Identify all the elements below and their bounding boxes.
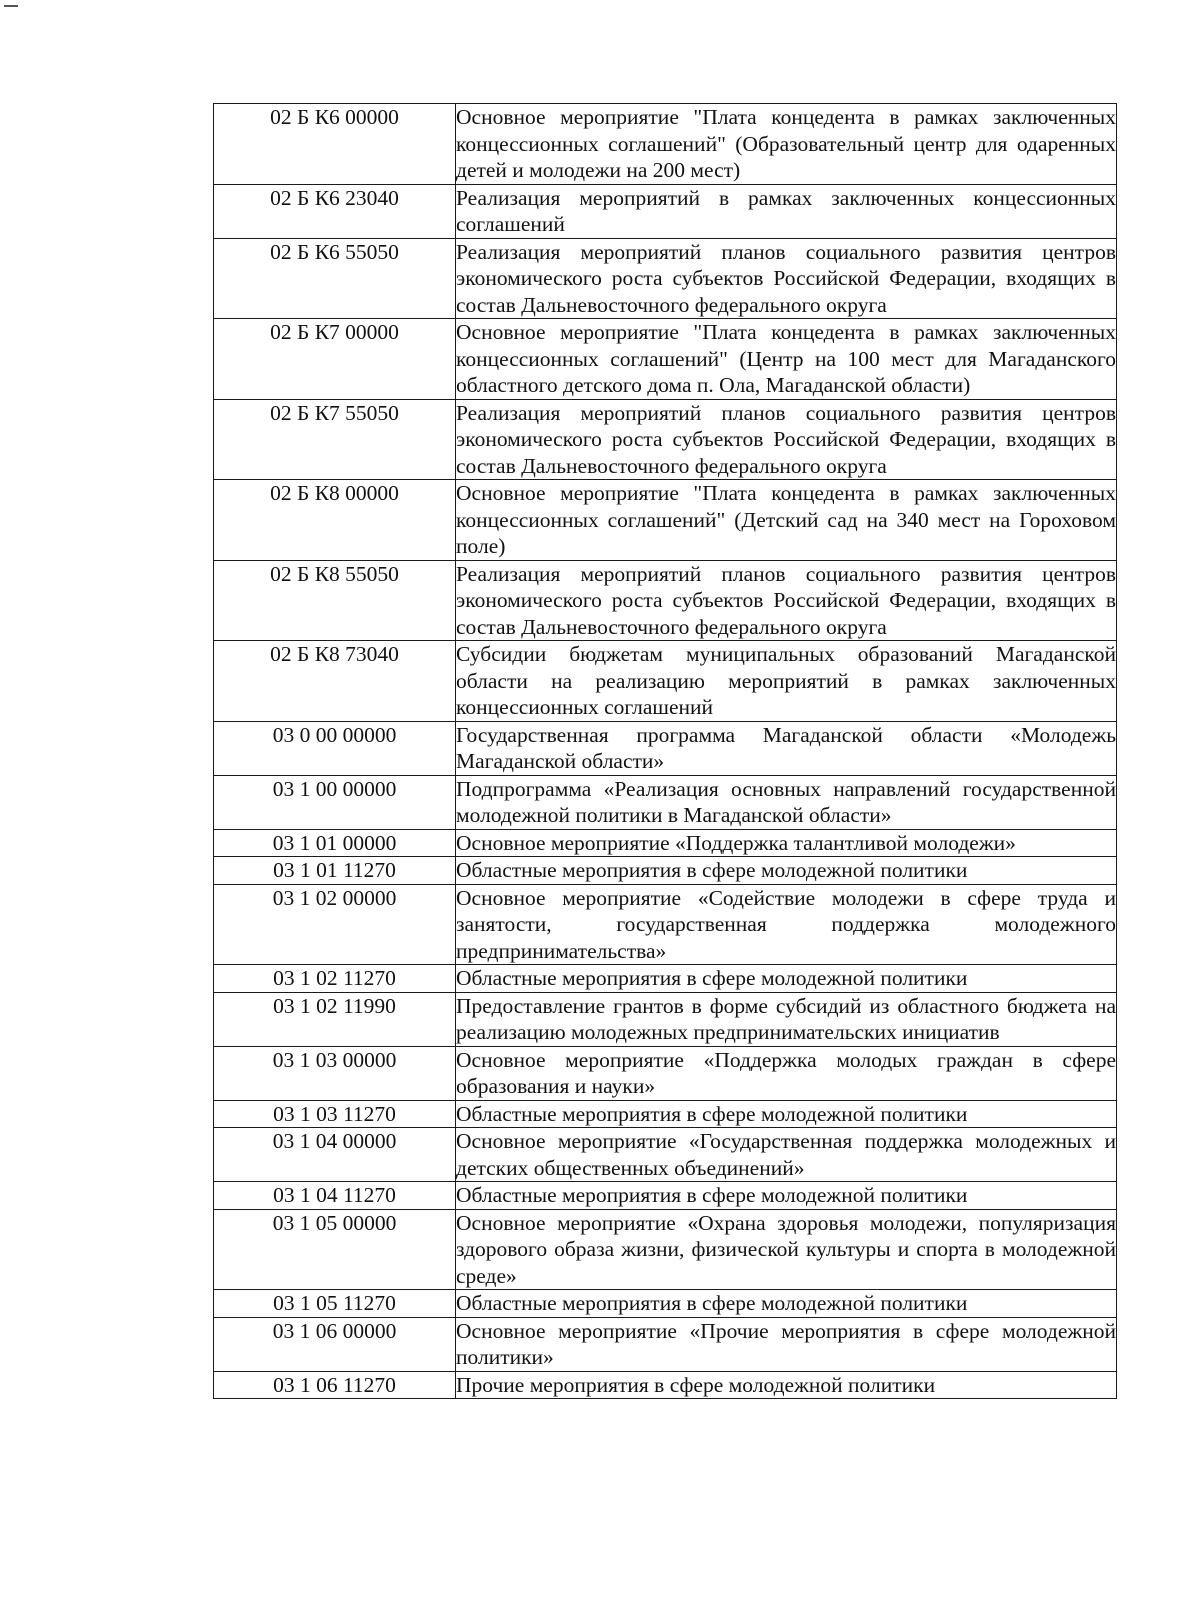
table-row bbox=[214, 104, 1117, 185]
code-cell: 02 Б К8 55050 bbox=[214, 560, 456, 641]
code-cell: 03 1 05 11270 bbox=[214, 1290, 456, 1318]
code-cell: 03 1 01 11270 bbox=[214, 857, 456, 885]
code-cell: 03 0 00 00000 bbox=[214, 721, 456, 775]
table-row bbox=[214, 1046, 1117, 1100]
code-cell: 03 1 04 00000 bbox=[214, 1128, 456, 1182]
description-cell: Областные мероприятия в сфере молодежной политики bbox=[456, 857, 1117, 885]
description-cell: Областные мероприятия в сфере молодежной политики bbox=[456, 1290, 1117, 1318]
description-cell: Реализация мероприятий планов социального развития центров экономического роста субъектов Российской Федерации, входящих в состав Дальневосточного федерального округа bbox=[456, 400, 1116, 478]
code-cell: 03 1 02 11270 bbox=[214, 965, 456, 993]
code-cell: 02 Б К6 00000 bbox=[214, 104, 456, 185]
description-cell: Основное мероприятие «Государственная поддержка молодежных и детских общественных объединений» bbox=[456, 1129, 1116, 1180]
description-cell: Основное мероприятие "Плата концедента в рамках заключенных концессионных соглашений" (Образовательный центр для одаренных детей и молодежи на 200 мест) bbox=[456, 105, 1116, 182]
description-cell: Основное мероприятие «Охрана здоровья молодежи, популяризация здорового образа жизни, физической культуры и спорта в молодежной среде» bbox=[456, 1210, 1116, 1288]
description-cell: Основное мероприятие «Содействие молодежи в сфере труда и занятости, государственная поддержка молодежного предпринимательства» bbox=[456, 885, 1116, 963]
description-cell: Субсидии бюджетам муниципальных образований Магаданской области на реализацию мероприятий в рамках заключенных концессионных соглашений bbox=[456, 642, 1116, 719]
table-row bbox=[214, 965, 1117, 993]
code-cell: 02 Б К8 00000 bbox=[214, 480, 456, 561]
description-cell: Подпрограмма «Реализация основных направлений государственной молодежной политики в Магаданской области» bbox=[456, 776, 1116, 827]
description-cell: Прочие мероприятия в сфере молодежной политики bbox=[456, 1371, 1117, 1399]
table-row bbox=[214, 1317, 1117, 1371]
scan-edge-mark bbox=[4, 5, 18, 7]
description-cell: Областные мероприятия в сфере молодежной политики bbox=[456, 965, 1117, 993]
table-row bbox=[214, 399, 1117, 480]
code-cell: 03 1 04 11270 bbox=[214, 1182, 456, 1210]
description-cell: Реализация мероприятий в рамках заключенных концессионных соглашений bbox=[456, 185, 1116, 236]
code-cell: 02 Б К6 55050 bbox=[214, 238, 456, 319]
code-cell: 02 Б К7 00000 bbox=[214, 319, 456, 400]
description-cell: Областные мероприятия в сфере молодежной политики bbox=[456, 1182, 1117, 1210]
code-cell: 02 Б К6 23040 bbox=[214, 184, 456, 238]
table-row bbox=[214, 1182, 1117, 1210]
table-row bbox=[214, 1209, 1117, 1290]
description-cell: Реализация мероприятий планов социального развития центров экономического роста субъектов Российской Федерации, входящих в состав Дальневосточного федерального округа bbox=[456, 561, 1116, 639]
code-cell: 03 1 01 00000 bbox=[214, 829, 456, 857]
table-row bbox=[214, 560, 1117, 641]
description-cell: Основное мероприятие «Прочие мероприятия в сфере молодежной политики» bbox=[456, 1318, 1116, 1369]
table-body bbox=[214, 104, 1117, 1399]
description-cell: Основное мероприятие "Плата концедента в рамках заключенных концессионных соглашений" (Центр на 100 мест для Магаданского областного детского дома п. Ола, Магаданской области) bbox=[456, 320, 1116, 397]
table-row bbox=[214, 884, 1117, 965]
table-row bbox=[214, 184, 1117, 238]
code-cell: 03 1 06 00000 bbox=[214, 1317, 456, 1371]
table-row bbox=[214, 1100, 1117, 1128]
table-row bbox=[214, 992, 1117, 1046]
code-cell: 02 Б К7 55050 bbox=[214, 399, 456, 480]
description-cell: Государственная программа Магаданской области «Молодежь Магаданской области» bbox=[456, 722, 1116, 773]
table-row bbox=[214, 721, 1117, 775]
code-cell: 03 1 03 11270 bbox=[214, 1100, 456, 1128]
description-cell: Основное мероприятие "Плата концедента в рамках заключенных концессионных соглашений" (Детский сад на 340 мест на Гороховом поле) bbox=[456, 481, 1116, 558]
code-cell: 03 1 02 00000 bbox=[214, 884, 456, 965]
description-cell: Основное мероприятие «Поддержка молодых граждан в сфере образования и науки» bbox=[456, 1047, 1116, 1098]
table-row bbox=[214, 1290, 1117, 1318]
table-row bbox=[214, 238, 1117, 319]
code-cell: 03 1 05 00000 bbox=[214, 1209, 456, 1290]
description-cell: Реализация мероприятий планов социального развития центров экономического роста субъектов Российской Федерации, входящих в состав Дальневосточного федерального округа bbox=[456, 239, 1116, 317]
code-cell: 03 1 03 00000 bbox=[214, 1046, 456, 1100]
code-cell: 03 1 00 00000 bbox=[214, 775, 456, 829]
table-row bbox=[214, 829, 1117, 857]
table-row bbox=[214, 857, 1117, 885]
code-cell: 03 1 02 11990 bbox=[214, 992, 456, 1046]
code-cell: 03 1 06 11270 bbox=[214, 1371, 456, 1399]
table-row bbox=[214, 641, 1117, 722]
table-row bbox=[214, 775, 1117, 829]
code-cell: 02 Б К8 73040 bbox=[214, 641, 456, 722]
table-row bbox=[214, 480, 1117, 561]
table-row bbox=[214, 1371, 1117, 1399]
description-cell: Предоставление грантов в форме субсидий из областного бюджета на реализацию молодежных предпринимательских инициатив bbox=[456, 993, 1116, 1044]
budget-classification-table-container bbox=[213, 103, 1117, 1399]
table-row bbox=[214, 1128, 1117, 1182]
description-cell: Областные мероприятия в сфере молодежной политики bbox=[456, 1100, 1117, 1128]
table-row bbox=[214, 319, 1117, 400]
description-cell: Основное мероприятие «Поддержка талантливой молодежи» bbox=[456, 829, 1117, 857]
budget-classification-table bbox=[213, 103, 1117, 1399]
